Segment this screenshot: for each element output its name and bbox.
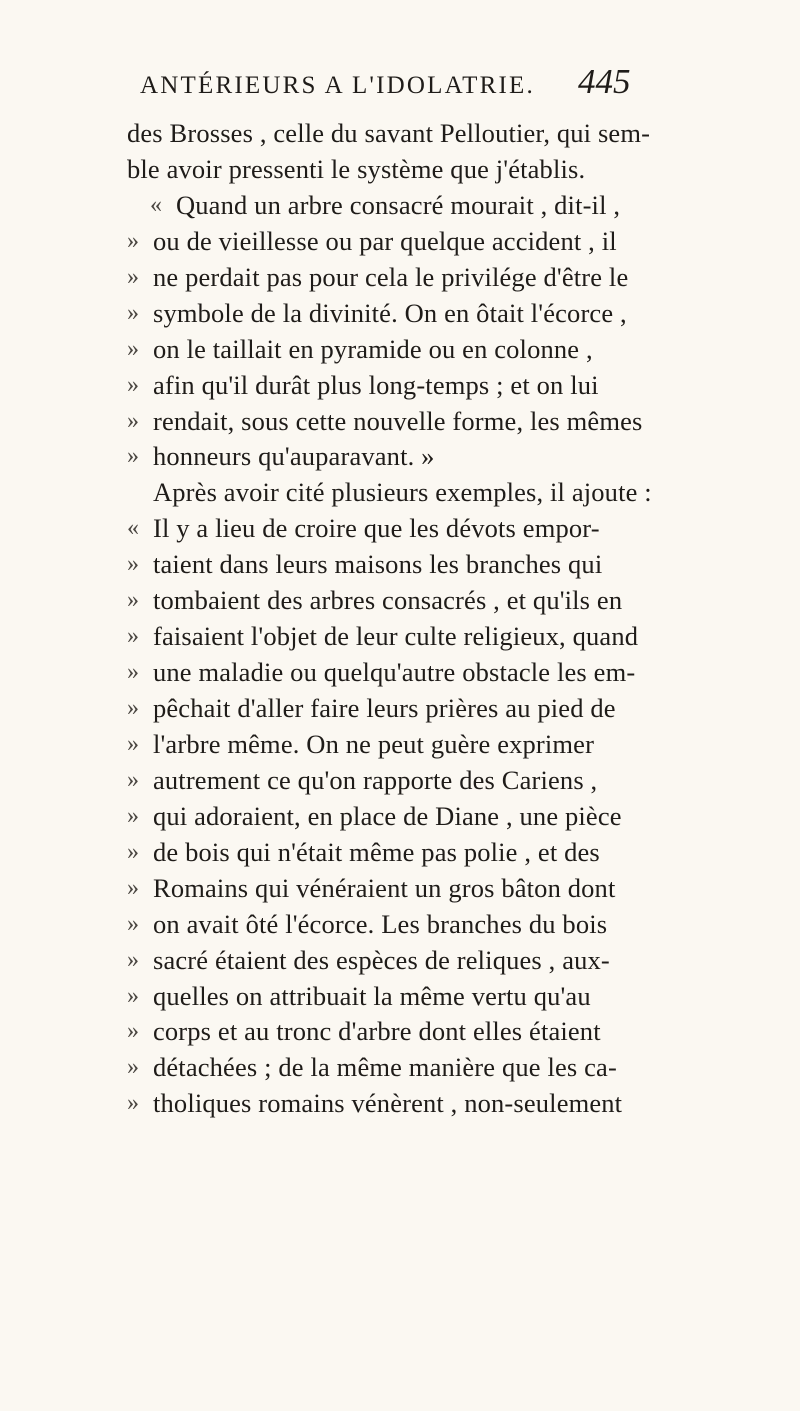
text-line — [0, 655, 800, 691]
quote-mark: « — [127, 515, 139, 542]
line-text: Romains qui vénéraient un gros bâton dont — [153, 872, 616, 903]
quote-mark: » — [127, 407, 139, 434]
quote-mark: » — [127, 263, 139, 290]
quote-mark: » — [127, 802, 139, 829]
line-text: ne perdait pas pour cela le privilége d'être le — [153, 261, 629, 292]
line-text: pêchait d'aller faire leurs prières au pied de — [153, 693, 616, 723]
text-line — [0, 224, 800, 260]
quote-mark: » — [127, 227, 139, 254]
text-line — [0, 943, 800, 979]
text-line — [0, 188, 800, 224]
text-line — [0, 727, 800, 763]
text-line — [0, 691, 800, 727]
line-text: faisaient l'objet de leur culte religieux, quand — [153, 621, 639, 652]
quote-mark: » — [127, 623, 139, 650]
line-text: détachées ; de la même manière que les ca- — [153, 1052, 617, 1083]
quote-mark: » — [127, 371, 139, 398]
quote-mark: » — [127, 335, 139, 362]
text-line — [0, 799, 800, 835]
quote-mark: » — [127, 1018, 139, 1045]
text-line — [0, 439, 800, 475]
text-line — [0, 1014, 800, 1050]
page-header — [0, 62, 800, 108]
line-text: tombaient des arbres consacrés , et qu'ils en — [153, 585, 623, 616]
line-text: l'arbre même. On ne peut guère exprimer — [153, 728, 595, 759]
text-line — [0, 260, 800, 296]
line-text: honneurs qu'auparavant. » — [153, 441, 435, 472]
text-line — [0, 332, 800, 368]
quote-mark: « — [150, 191, 162, 218]
body-text — [0, 116, 800, 1122]
text-line — [0, 619, 800, 655]
line-text: on le taillait en pyramide ou en colonne , — [153, 333, 593, 364]
line-text: Après avoir cité plusieurs exemples, il ajoute : — [153, 477, 652, 508]
line-text: une maladie ou quelqu'autre obstacle les em- — [153, 657, 636, 688]
line-text: tholiques romains vénèrent , non-seulement — [153, 1088, 623, 1119]
page-number: 445 — [578, 62, 631, 101]
line-text: on avait ôté l'écorce. Les branches du bois — [153, 908, 608, 939]
text-line — [0, 763, 800, 799]
quote-mark: » — [127, 299, 139, 326]
text-line — [0, 547, 800, 583]
line-text: ou de vieillesse ou par quelque accident , il — [153, 225, 617, 256]
text-line — [0, 475, 800, 511]
text-line — [0, 907, 800, 943]
quote-mark: » — [127, 695, 139, 721]
text-line — [0, 979, 800, 1015]
text-line — [0, 1050, 800, 1086]
quote-mark: » — [127, 659, 139, 686]
text-line — [0, 404, 800, 440]
quote-mark: » — [127, 730, 139, 757]
text-line — [0, 296, 800, 332]
line-text: autrement ce qu'on rapporte des Cariens , — [153, 764, 598, 795]
line-text: quelles on attribuait la même vertu qu'au — [153, 980, 591, 1011]
text-line — [0, 871, 800, 907]
line-text: de bois qui n'était même pas polie , et des — [153, 836, 600, 867]
text-line — [0, 116, 800, 152]
quote-mark: » — [127, 874, 139, 901]
text-line — [0, 835, 800, 871]
quote-mark: » — [127, 587, 139, 614]
line-text: afin qu'il durât plus long-temps ; et on lui — [153, 369, 599, 400]
quote-mark: » — [127, 982, 139, 1009]
quote-mark: » — [127, 551, 139, 578]
line-text: des Brosses , celle du savant Pelloutier, qui sem- — [127, 118, 651, 148]
line-text: corps et au tronc d'arbre dont elles étaient — [153, 1016, 601, 1047]
line-text: ble avoir pressenti le système que j'établis. — [127, 153, 586, 184]
quote-mark: » — [127, 838, 139, 865]
running-title: ANTÉRIEURS A L'IDOLATRIE. — [140, 72, 535, 99]
quote-mark: » — [127, 1054, 139, 1081]
line-text: qui adoraient, en place de Diane , une pièce — [153, 800, 622, 831]
text-line — [0, 583, 800, 619]
quote-mark: » — [127, 946, 139, 973]
line-text: Il y a lieu de croire que les dévots empor- — [153, 513, 600, 544]
text-line — [0, 152, 800, 188]
line-text: sacré étaient des espèces de reliques , aux- — [153, 944, 610, 975]
text-line — [0, 511, 800, 547]
text-line — [0, 1086, 800, 1122]
quote-mark: » — [127, 1090, 139, 1117]
line-text: symbole de la divinité. On en ôtait l'écorce , — [153, 297, 627, 328]
line-text: Quand un arbre consacré mourait , dit-il , — [176, 189, 621, 220]
quote-mark: » — [127, 910, 139, 937]
quote-mark: » — [127, 766, 139, 793]
text-line — [0, 368, 800, 404]
line-text: rendait, sous cette nouvelle forme, les mêmes — [153, 405, 643, 436]
quote-mark: » — [127, 443, 139, 470]
line-text: taient dans leurs maisons les branches qui — [153, 549, 603, 580]
